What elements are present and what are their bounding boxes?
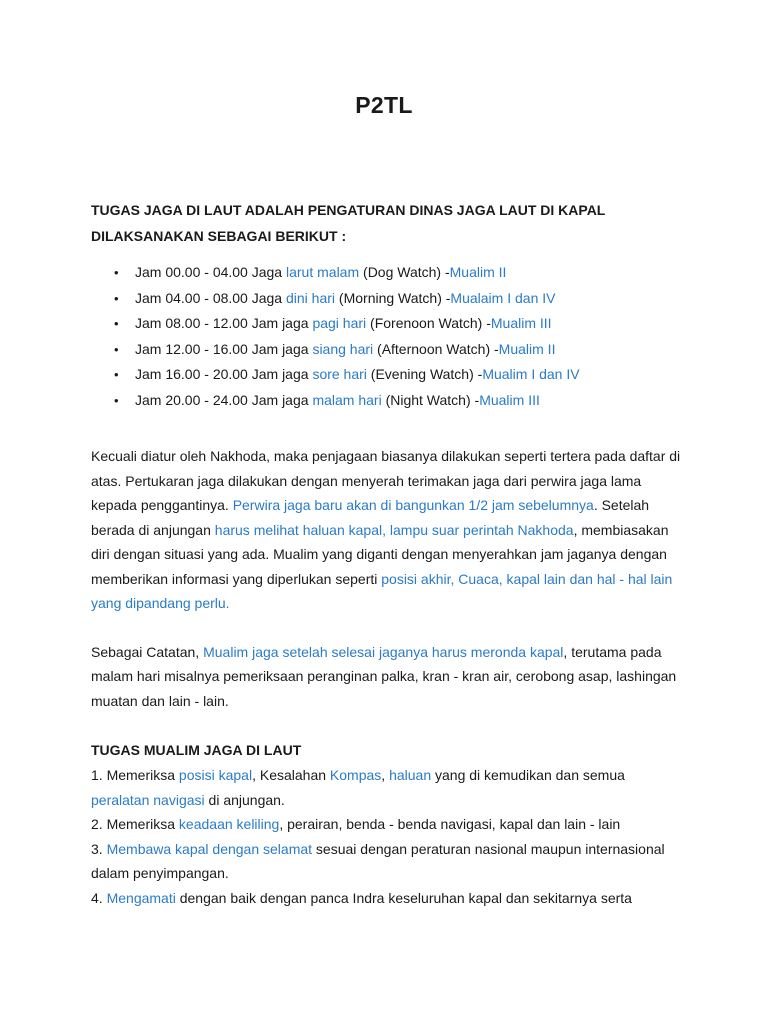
watch-officer-link[interactable]: Mualim I dan IV (482, 366, 580, 382)
paragraph-line (91, 640, 681, 665)
task-line (91, 886, 681, 911)
inline-link[interactable]: haluan (389, 767, 432, 783)
bullet-icon: • (114, 316, 119, 331)
intro-heading (91, 197, 681, 249)
bullet-icon: • (114, 367, 119, 382)
watch-period-link[interactable]: larut malam (286, 264, 360, 280)
text-run: 1. Memeriksa (91, 767, 179, 783)
watch-name: (Dog Watch) - (359, 264, 450, 280)
text-run: dengan baik dengan panca Indra keseluruhan kapal dan sekitarnya serta (175, 889, 632, 906)
bullet-icon: • (114, 265, 119, 280)
intro-heading-line: TUGAS JAGA DI LAUT ADALAH PENGATURAN DINAS JAGA LAUT DI KAPAL (91, 202, 606, 218)
watch-officer-link[interactable]: Mualim III (479, 391, 540, 408)
inline-link[interactable]: keadaan keliling (178, 816, 280, 832)
watch-period-link[interactable]: dini hari (286, 289, 336, 306)
watch-period-link[interactable]: siang hari (312, 340, 374, 357)
paragraph-line (91, 493, 681, 518)
text-run: . Setelah (593, 497, 650, 513)
watch-officer-link[interactable]: Mualim II (449, 264, 507, 280)
list-item (91, 388, 681, 414)
task-list (91, 763, 681, 910)
paragraph-line: muatan dan lain - lain. (91, 692, 229, 709)
text-run: , membiasakan (573, 521, 669, 538)
watch-time: Jam 04.00 - 08.00 Jaga (135, 289, 286, 306)
text-run: 3. (91, 840, 107, 857)
inline-link[interactable]: Mengamati (106, 889, 176, 906)
inline-link[interactable]: posisi kapal (178, 767, 253, 783)
watch-name: (Night Watch) - (381, 391, 480, 408)
watch-name: (Forenoon Watch) - (366, 315, 491, 331)
watch-period-link[interactable]: pagi hari (312, 315, 367, 331)
watch-officer-link[interactable]: Mualim II (498, 340, 556, 357)
watch-time: Jam 08.00 - 12.00 Jam jaga (135, 315, 313, 331)
page-title: P2TL (355, 92, 413, 118)
text-run: di anjungan. (204, 791, 285, 808)
inline-link[interactable]: yang dipandang perlu. (91, 595, 230, 611)
text-run: , (381, 767, 390, 783)
watch-time: Jam 00.00 - 04.00 Jaga (135, 264, 286, 280)
inline-link[interactable]: harus melihat haluan kapal, lampu suar perintah Nakhoda (214, 521, 574, 538)
bullet-icon: • (114, 341, 119, 357)
inline-link[interactable]: Perwira jaga baru akan di bangunkan 1/2 jam sebelumnya (232, 497, 594, 513)
list-item (91, 362, 681, 388)
paragraph-line (91, 518, 681, 543)
watch-period-link[interactable]: sore hari (312, 366, 367, 382)
watch-name: (Evening Watch) - (366, 366, 483, 382)
watch-officer-link[interactable]: Mualim III (490, 315, 552, 331)
inline-link[interactable]: Kompas (329, 767, 382, 783)
text-run: , terutama pada (563, 643, 662, 660)
text-run: sesuai dengan peraturan nasional maupun internasional (312, 840, 665, 857)
section-heading: TUGAS MUALIM JAGA DI LAUT (91, 742, 302, 758)
task-line (91, 788, 681, 813)
list-item (91, 311, 681, 337)
watch-time: Jam 12.00 - 16.00 Jam jaga (135, 340, 313, 357)
task-line: dalam penyimpangan. (91, 865, 229, 881)
document-body (91, 197, 681, 910)
text-run: 2. Memeriksa (91, 816, 179, 832)
watch-schedule-list (91, 260, 681, 413)
watch-name: (Morning Watch) - (335, 289, 451, 306)
inline-link[interactable]: peralatan navigasi (91, 791, 205, 808)
text-run: kepada penggantinya. (91, 497, 233, 513)
paragraph-line: malam hari misalnya pemeriksaan peranginan palka, kran - kran air, cerobong asap, lashingan (91, 668, 677, 684)
text-run: 4. (91, 889, 107, 906)
paragraph-note (91, 640, 681, 714)
text-run: berada di anjungan (91, 521, 215, 538)
paragraph-line: diri dengan situasi yang ada. Mualim yang diganti dengan menyerahkan jam jaganya dengan (91, 546, 667, 562)
inline-link[interactable]: posisi akhir, Cuaca, kapal lain dan hal - hal lain (381, 570, 673, 587)
bullet-icon: • (114, 392, 119, 408)
paragraph-line: atas. Pertukaran jaga dilakukan dengan menyerah terimakan jaga dari perwira jaga lama (91, 472, 642, 489)
list-item (91, 286, 681, 312)
watch-time: Jam 20.00 - 24.00 Jam jaga (135, 391, 313, 408)
watch-time: Jam 16.00 - 20.00 Jam jaga (135, 366, 313, 382)
watch-name: (Afternoon Watch) - (373, 340, 499, 357)
task-line (91, 812, 681, 837)
watch-officer-link[interactable]: Mualaim I dan IV (450, 289, 556, 306)
bullet-icon: • (114, 290, 119, 306)
list-item (91, 260, 681, 286)
text-run: , Kesalahan (252, 767, 330, 783)
inline-link[interactable]: Mualim jaga setelah selesai jaganya harus meronda kapal (203, 643, 564, 660)
text-run: , perairan, benda - benda navigasi, kapal dan lain - lain (279, 816, 621, 832)
list-item (91, 337, 681, 363)
task-line (91, 837, 681, 862)
inline-link[interactable]: Membawa kapal dengan selamat (106, 840, 313, 857)
intro-heading-line: DILAKSANAKAN SEBAGAI BERIKUT : (91, 228, 347, 244)
task-line (91, 763, 681, 788)
paragraph-line (91, 591, 681, 616)
paragraph-line: Kecuali diatur oleh Nakhoda, maka penjagaan biasanya dilakukan seperti tertera pada daftar di (91, 448, 681, 464)
text-run: yang di kemudikan dan semua (431, 767, 625, 783)
paragraph-watch-handover (91, 444, 681, 616)
text-run: memberikan informasi yang diperlukan seperti (91, 570, 382, 587)
watch-period-link[interactable]: malam hari (312, 391, 382, 408)
paragraph-line (91, 567, 681, 592)
text-run: Sebagai Catatan, (91, 643, 204, 660)
